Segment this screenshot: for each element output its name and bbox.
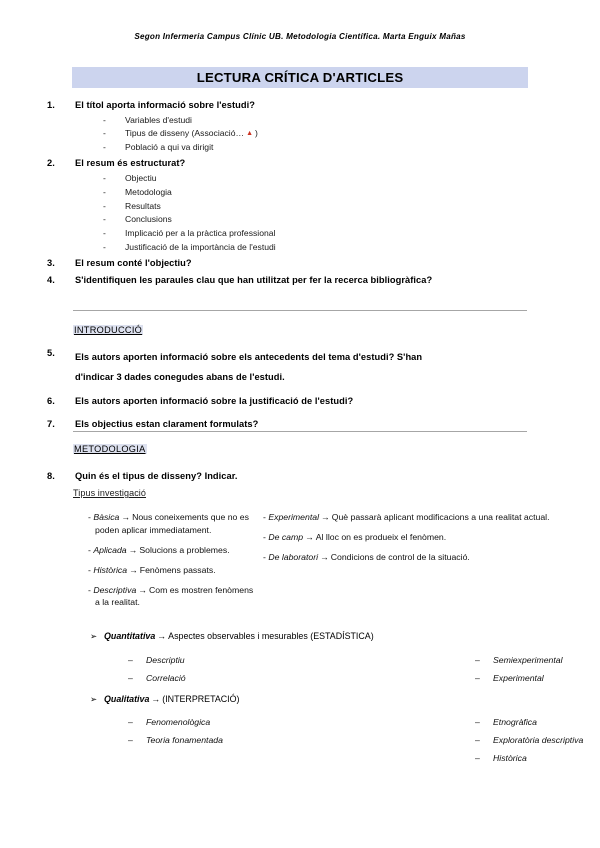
list-item-label: Conclusions (125, 214, 172, 225)
section-divider (73, 431, 527, 432)
arrow-icon: → (320, 552, 329, 563)
arrowhead-bullet-icon: ➢ (90, 694, 98, 704)
dash-marker: - (103, 128, 106, 139)
question-text: Quin és el tipus de disseny? Indicar. (75, 470, 238, 481)
dash-marker: - (103, 214, 106, 225)
list-item-label: Justificació de la importància de l'estudi (125, 242, 276, 253)
list-item (475, 713, 600, 731)
quantitativa-label (104, 631, 374, 641)
research-type-term: Bàsica (93, 512, 120, 522)
research-type-item: - Bàsica → Nous coneixements que no es poden aplicar immediatament. (88, 512, 249, 535)
qualitativa-right-items (240, 713, 600, 768)
list-item-label: Exploratòria descriptiva (493, 734, 584, 745)
dash-marker: - (103, 142, 106, 153)
dash-marker: – (128, 654, 133, 665)
arrow-icon: → (128, 544, 138, 555)
list-item (0, 127, 600, 141)
list-item-label: Fenomenològica (146, 716, 211, 727)
research-type-term: Aplicada (93, 544, 127, 555)
qualitativa-subitems (0, 713, 600, 768)
list-item-label: Correlació (146, 672, 186, 683)
research-type-desc: Nous coneixements que no es poden aplicar immediatament. (95, 512, 249, 535)
question-number: 6. (47, 396, 55, 407)
question-item-6 (0, 389, 600, 410)
research-types-columns (0, 511, 600, 617)
quantitativa-left-items (0, 651, 240, 687)
quantitativa-bullet-row (0, 631, 600, 642)
list-item (128, 669, 240, 687)
list-item-label: Resultats (125, 200, 161, 211)
question-text: S'identifiquen les paraules clau que han utilitzat per fer la recerca bibliogràfica? (75, 275, 433, 286)
qualitativa-bullet-row (0, 694, 600, 705)
dash-marker: – (475, 716, 480, 727)
question-number: 5. (47, 347, 55, 358)
list-item-label: Objectiu (125, 173, 157, 184)
quantitativa-desc: Aspectes observables i mesurables (ESTADÍSTICA) (168, 631, 374, 641)
list-item-label: Semiexperimental (493, 654, 563, 665)
list-item (0, 213, 600, 227)
questions-block (0, 96, 600, 289)
qualitativa-left-items (0, 713, 240, 768)
quantitativa-right-items (240, 651, 600, 687)
question-item-5 (0, 344, 600, 389)
question-item-2 (0, 155, 600, 172)
list-item (475, 669, 600, 687)
research-type-item: - De camp → Al lloc on es produeix el fenòmen. (263, 532, 447, 543)
dash-marker: - (103, 173, 106, 184)
research-type-term: De camp (268, 532, 304, 543)
question-number: 3. (47, 258, 55, 268)
dash-marker: – (475, 752, 480, 763)
quantitativa-subitems (0, 651, 600, 687)
document-title-band (72, 67, 528, 88)
list-item (475, 731, 600, 749)
question-text: El resum conté l'objectiu? (75, 258, 192, 268)
research-type-item: - Històrica → Fenòmens passats. (88, 564, 216, 575)
question-item-1 (0, 96, 600, 113)
dash-marker: - (103, 200, 106, 211)
list-item-label: Variables d'estudi (125, 114, 192, 125)
list-item (0, 141, 600, 155)
subheading-tipus-investigacio: Tipus investigació (73, 488, 147, 498)
list-item-label: Descriptiu (146, 654, 185, 665)
document-header-line: Segon Infermeria Campus Clínic UB. Metodologia Científica. Marta Enguix Mañas (134, 32, 466, 41)
research-type-desc: Com es mostren fenòmens a la realitat. (95, 584, 254, 608)
research-types-right-column (255, 511, 600, 617)
question-number: 1. (47, 99, 55, 110)
list-item (0, 227, 600, 241)
question-text: Els objectius estan clarament formulats? (75, 418, 259, 429)
section-divider (73, 310, 527, 311)
dash-marker: – (128, 716, 133, 727)
question-1-subitems (0, 113, 600, 154)
list-item-label: Etnogràfica (493, 716, 537, 727)
arrow-icon: → (138, 584, 147, 595)
arrow-icon: → (157, 631, 167, 641)
arrow-icon: → (121, 512, 131, 522)
qualitativa-desc: (INTERPRETACIÓ) (162, 694, 240, 704)
research-type-term: De laboratori (268, 552, 319, 563)
question-text: Els autors aporten informació sobre la justificació de l'estudi? (75, 396, 354, 407)
quantitativa-term: Quantitativa (104, 631, 156, 641)
list-item-label: Teoria fonamentada (146, 734, 223, 745)
research-type-desc: Fenòmens passats. (139, 564, 216, 575)
list-item (128, 731, 240, 749)
list-item-label (125, 128, 258, 139)
list-item-label: Metodologia (125, 186, 172, 197)
research-type-item: - Descriptiva → Com es mostren fenòmens a la realitat. (88, 584, 254, 608)
question-number: 4. (47, 275, 55, 286)
dash-marker: - (103, 228, 106, 239)
red-triangle-icon: ▲ (246, 130, 254, 138)
list-item (0, 172, 600, 186)
arrowhead-bullet-icon: ➢ (90, 631, 98, 641)
list-item (128, 651, 240, 669)
question-text-line2: d'indicar 3 dades conegudes abans de l'estudi. (75, 371, 285, 382)
page-title: LECTURA CRÍTICA D'ARTICLES (196, 70, 404, 85)
question-2-subitems (0, 172, 600, 255)
section-heading-introduccio: INTRODUCCIÓ (74, 325, 143, 335)
research-type-term: Descriptiva (93, 584, 137, 595)
list-item (128, 713, 240, 731)
dash-marker: - (103, 186, 106, 197)
question-item-4 (0, 272, 600, 289)
research-type-desc: Solucions a problemes. (139, 544, 230, 555)
list-item-label: Experimental (493, 672, 544, 683)
question-text: El títol aporta informació sobre l'estudi? (75, 99, 255, 110)
list-item (0, 113, 600, 127)
introduccio-questions (0, 344, 600, 432)
list-item (475, 749, 600, 767)
question-text: El resum és estructurat? (75, 158, 186, 169)
question-item-7 (0, 410, 600, 433)
question-item-8 (0, 467, 600, 484)
arrow-icon: → (129, 564, 138, 575)
research-type-item: - Experimental → Què passarà aplicant modificacions a una realitat actual. (263, 512, 550, 522)
research-types-left-column (0, 511, 255, 617)
list-item-label: Implicació per a la pràctica professional (125, 228, 276, 239)
list-item (0, 199, 600, 213)
list-item (475, 651, 600, 669)
research-type-term: Experimental (268, 512, 320, 522)
question-number: 7. (47, 418, 55, 429)
dash-marker: – (475, 672, 480, 683)
qualitativa-label (104, 694, 240, 704)
list-item-label: Històrica (493, 752, 527, 763)
list-item-text-before: Tipus de disseny (Associació… (125, 128, 245, 139)
list-item-text-after: ) (255, 128, 258, 139)
arrow-icon: → (305, 532, 314, 543)
qualitativa-term: Qualitativa (104, 694, 150, 704)
research-type-desc: Al lloc on es produeix el fenòmen. (315, 532, 447, 543)
section-heading-metodologia: METODOLOGIA (74, 444, 146, 454)
research-type-desc: Què passarà aplicant modificacions a una realitat actual. (331, 512, 550, 522)
dash-marker: – (128, 672, 133, 683)
list-item (0, 241, 600, 255)
question-number: 2. (47, 158, 55, 169)
arrow-icon: → (151, 694, 161, 704)
research-type-term: Històrica (93, 564, 128, 575)
dash-marker: – (475, 654, 480, 665)
research-type-item: - Aplicada → Solucions a problemes. (88, 544, 230, 555)
dash-marker: - (103, 242, 106, 253)
question-number: 8. (47, 470, 55, 481)
dash-marker: – (128, 734, 133, 745)
research-type-item: - De laboratori → Condicions de control de la situació. (263, 552, 470, 563)
research-type-desc: Condicions de control de la situació. (330, 552, 470, 563)
list-item (0, 186, 600, 200)
arrow-icon: → (321, 512, 330, 522)
question-text-line1: Els autors aporten informació sobre els antecedents del tema d'estudi? S'han (75, 351, 423, 362)
dash-marker: - (103, 114, 106, 125)
question-text (75, 347, 600, 387)
question-item-3 (0, 254, 600, 271)
list-item-label: Població a qui va dirigit (125, 142, 214, 153)
dash-marker: – (475, 734, 480, 745)
